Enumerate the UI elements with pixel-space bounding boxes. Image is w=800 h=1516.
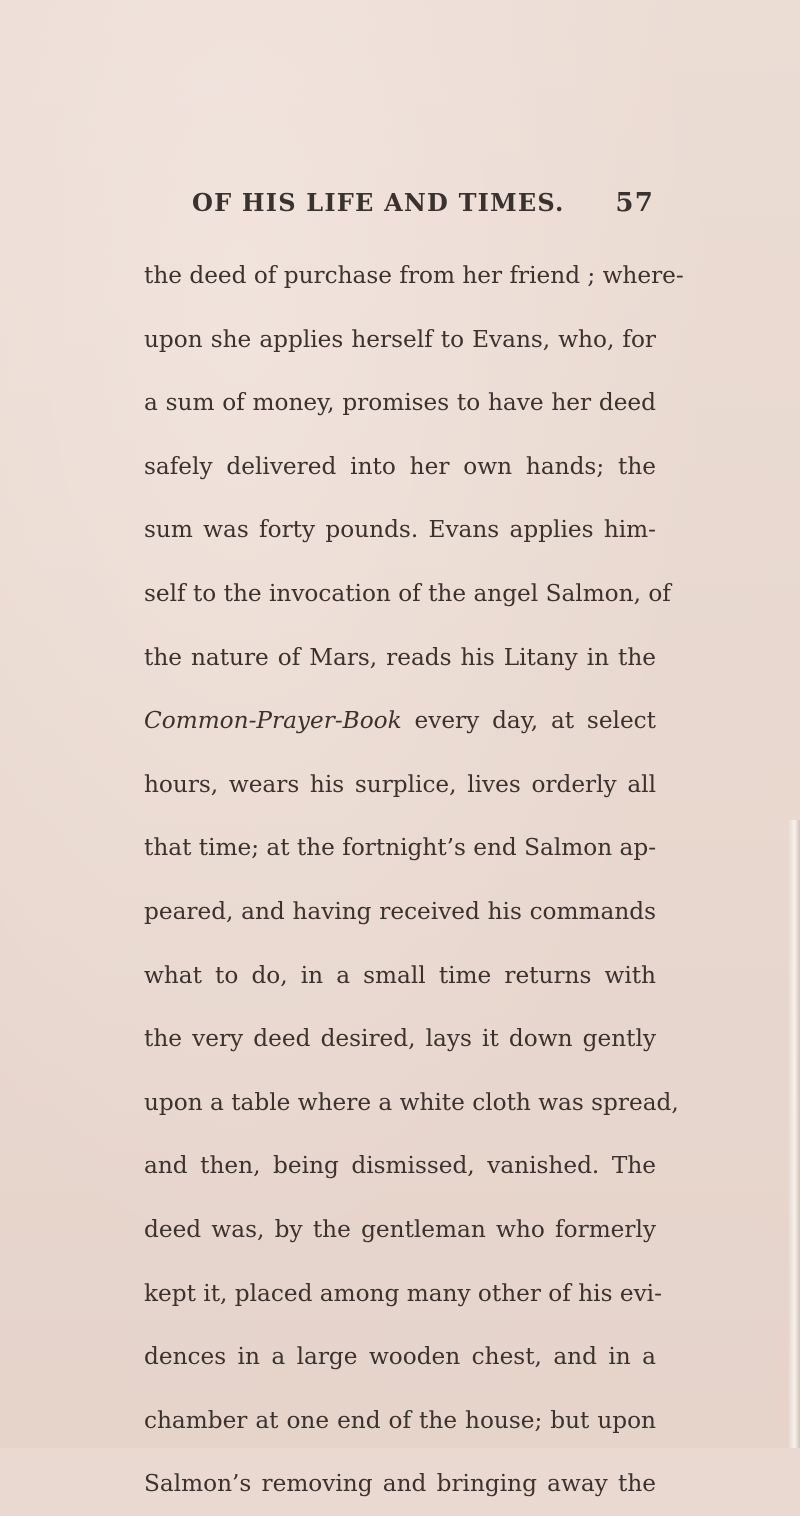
text-line: hours, wears his surplice, lives orderly all (144, 770, 656, 798)
text-line: dences in a large wooden chest, and in a (144, 1343, 656, 1371)
page-header (192, 188, 654, 222)
text-line: self to the invocation of the angel Salmon, of (144, 579, 671, 607)
text-line: the very deed desired, lays it down gently (144, 1025, 656, 1053)
text-line: chamber at one end of the house; but upon (144, 1406, 656, 1434)
text-line: sum was forty pounds. Evans applies him- (144, 516, 656, 544)
text-line (144, 689, 656, 753)
text-line: and then, being dismissed, vanished. The (144, 1152, 656, 1180)
page-number: 57 (615, 188, 654, 218)
text-line: peared, and having received his commands (144, 897, 656, 925)
text-line: what to do, in a small time returns with (144, 961, 656, 989)
text-line: the deed of purchase from her friend ; where- (144, 262, 684, 289)
text-line: that time; at the fortnight’s end Salmon ap- (144, 834, 657, 862)
running-head: OF HIS LIFE AND TIMES. (192, 188, 565, 217)
page-edge (788, 820, 800, 1448)
text-line: safely delivered into her own hands; the (144, 452, 656, 480)
text-line: Salmon’s removing and bringing away the (144, 1470, 656, 1498)
text-line-rest: every day, at select (401, 707, 656, 735)
text-line: kept it, placed among many other of his evi- (144, 1279, 662, 1307)
body-text (144, 244, 684, 1516)
text-line: upon a table where a white cloth was spread, (144, 1088, 679, 1116)
book-title-italic: Common-Prayer-Book (144, 707, 402, 735)
text-line: upon she applies herself to Evans, who, for (144, 325, 656, 353)
text-line: the nature of Mars, reads his Litany in the (144, 643, 656, 671)
text-line: deed was, by the gentleman who formerly (144, 1215, 656, 1243)
text-line: a sum of money, promises to have her deed (144, 389, 656, 417)
